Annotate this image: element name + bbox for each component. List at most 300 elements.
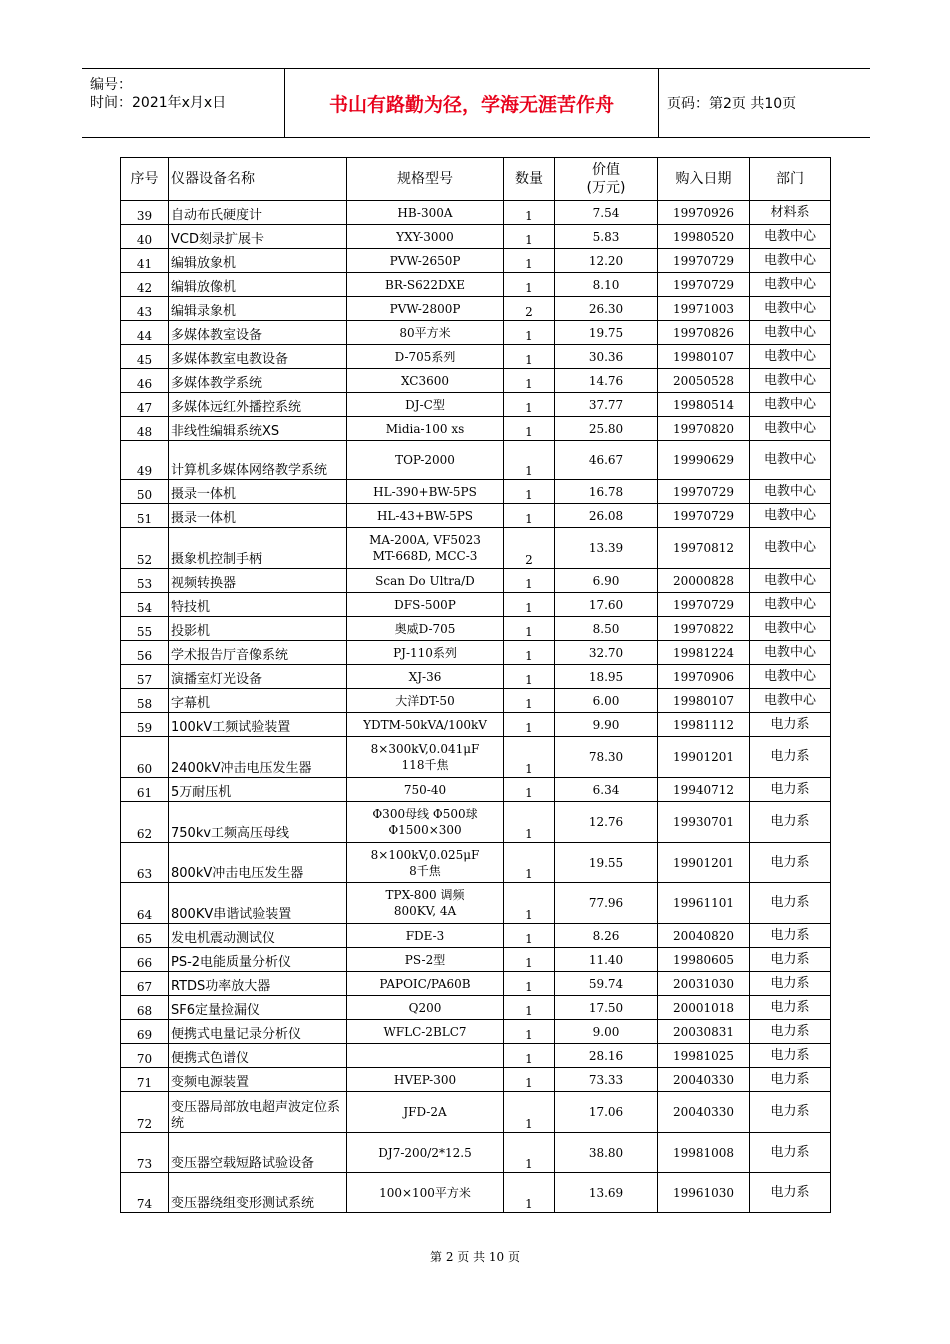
cell-price: 26.08 <box>555 504 658 528</box>
cell-price: 78.30 <box>555 737 658 778</box>
table-row <box>121 1092 831 1133</box>
cell-spec: 100×100平方米 <box>347 1173 504 1213</box>
cell-name: SF6定量捡漏仪 <box>169 996 347 1020</box>
cell-qty: 1 <box>504 249 555 273</box>
cell-seq: 70 <box>121 1044 169 1068</box>
cell-name: 特技机 <box>169 593 347 617</box>
cell-seq: 56 <box>121 641 169 665</box>
cell-name: 100kV工频试验装置 <box>169 713 347 737</box>
cell-dept: 电力系 <box>750 737 831 778</box>
cell-spec: Scan Do Ultra/D <box>347 569 504 593</box>
cell-date: 19961030 <box>658 1173 750 1213</box>
cell-price: 8.10 <box>555 273 658 297</box>
cell-price: 59.74 <box>555 972 658 996</box>
cell-qty: 1 <box>504 689 555 713</box>
cell-seq: 68 <box>121 996 169 1020</box>
cell-qty: 1 <box>504 778 555 802</box>
cell-qty: 1 <box>504 201 555 225</box>
cell-spec: XJ-36 <box>347 665 504 689</box>
cell-seq: 54 <box>121 593 169 617</box>
cell-name: 变频电源装置 <box>169 1068 347 1092</box>
cell-seq: 43 <box>121 297 169 321</box>
cell-seq: 66 <box>121 948 169 972</box>
cell-spec: PVW-2800P <box>347 297 504 321</box>
cell-dept: 电力系 <box>750 883 831 924</box>
cell-dept: 电力系 <box>750 1020 831 1044</box>
cell-date: 19901201 <box>658 737 750 778</box>
cell-dept: 电教中心 <box>750 393 831 417</box>
table-row <box>121 778 831 802</box>
table-row <box>121 249 831 273</box>
cell-qty: 2 <box>504 297 555 321</box>
table-row <box>121 441 831 480</box>
cell-date: 19981008 <box>658 1133 750 1173</box>
cell-dept: 电力系 <box>750 924 831 948</box>
col-header-date: 购入日期 <box>658 158 750 201</box>
table-row <box>121 1020 831 1044</box>
cell-spec: Midia-100 xs <box>347 417 504 441</box>
cell-dept: 电教中心 <box>750 369 831 393</box>
header-page-label: 页码：第2页 共10页 <box>667 96 797 112</box>
cell-dept: 电教中心 <box>750 665 831 689</box>
cell-date: 20050528 <box>658 369 750 393</box>
cell-seq: 63 <box>121 843 169 883</box>
cell-name: 计算机多媒体网络教学系统 <box>169 441 347 480</box>
table-row <box>121 948 831 972</box>
cell-seq: 59 <box>121 713 169 737</box>
cell-name: 2400kV冲击电压发生器 <box>169 737 347 778</box>
cell-date: 20040330 <box>658 1092 750 1133</box>
cell-seq: 53 <box>121 569 169 593</box>
table-row <box>121 201 831 225</box>
table-row <box>121 528 831 569</box>
cell-price: 19.75 <box>555 321 658 345</box>
table-row <box>121 1068 831 1092</box>
cell-date: 19970820 <box>658 417 750 441</box>
cell-date: 20001018 <box>658 996 750 1020</box>
cell-qty: 1 <box>504 504 555 528</box>
table-row <box>121 883 831 924</box>
cell-seq: 47 <box>121 393 169 417</box>
cell-date: 20030831 <box>658 1020 750 1044</box>
col-header-qty: 数量 <box>504 158 555 201</box>
cell-date: 19901201 <box>658 843 750 883</box>
cell-dept: 电力系 <box>750 1068 831 1092</box>
cell-name: 字幕机 <box>169 689 347 713</box>
cell-date: 19970826 <box>658 321 750 345</box>
cell-name: 5万耐压机 <box>169 778 347 802</box>
cell-qty: 1 <box>504 321 555 345</box>
col-header-dept: 部门 <box>750 158 831 201</box>
equipment-table <box>120 157 831 1213</box>
cell-spec: DJ-C型 <box>347 393 504 417</box>
cell-spec: DJ7-200/2*12.5 <box>347 1133 504 1173</box>
cell-spec: XC3600 <box>347 369 504 393</box>
cell-price: 6.00 <box>555 689 658 713</box>
cell-qty: 1 <box>504 345 555 369</box>
cell-dept: 电力系 <box>750 948 831 972</box>
cell-name: 摄录一体机 <box>169 504 347 528</box>
time-label: 时间：2021年x月x日 <box>90 95 227 111</box>
cell-seq: 52 <box>121 528 169 569</box>
cell-price: 46.67 <box>555 441 658 480</box>
cell-date: 19961101 <box>658 883 750 924</box>
cell-seq: 57 <box>121 665 169 689</box>
table-row <box>121 225 831 249</box>
cell-dept: 电力系 <box>750 802 831 843</box>
cell-qty: 1 <box>504 1020 555 1044</box>
cell-date: 19940712 <box>658 778 750 802</box>
cell-spec: PS-2型 <box>347 948 504 972</box>
cell-dept: 电力系 <box>750 1173 831 1213</box>
cell-dept: 电教中心 <box>750 480 831 504</box>
cell-date: 19930701 <box>658 802 750 843</box>
cell-date: 20040330 <box>658 1068 750 1092</box>
cell-date: 19990629 <box>658 441 750 480</box>
cell-spec: TOP-2000 <box>347 441 504 480</box>
table-row <box>121 369 831 393</box>
cell-dept: 电教中心 <box>750 593 831 617</box>
cell-seq: 50 <box>121 480 169 504</box>
cell-price: 5.83 <box>555 225 658 249</box>
cell-seq: 64 <box>121 883 169 924</box>
cell-spec: PJ-110系列 <box>347 641 504 665</box>
cell-dept: 电力系 <box>750 972 831 996</box>
cell-spec: HL-43+BW-5PS <box>347 504 504 528</box>
cell-name: 编辑放象机 <box>169 249 347 273</box>
cell-name: 多媒体教学系统 <box>169 369 347 393</box>
cell-dept: 电教中心 <box>750 273 831 297</box>
cell-date: 19970729 <box>658 249 750 273</box>
cell-qty: 1 <box>504 972 555 996</box>
cell-date: 20040820 <box>658 924 750 948</box>
cell-spec: Φ300母线 Φ500球 Φ1500×300 <box>347 802 504 843</box>
cell-name: 变压器空载短路试验设备 <box>169 1133 347 1173</box>
cell-qty: 1 <box>504 480 555 504</box>
cell-spec: FDE-3 <box>347 924 504 948</box>
cell-name: 非线性编辑系统XS <box>169 417 347 441</box>
cell-price: 8.50 <box>555 617 658 641</box>
table-row <box>121 480 831 504</box>
cell-seq: 73 <box>121 1133 169 1173</box>
cell-date: 19970906 <box>658 665 750 689</box>
cell-name: 视频转换器 <box>169 569 347 593</box>
cell-qty: 1 <box>504 924 555 948</box>
cell-price: 17.50 <box>555 996 658 1020</box>
cell-name: 投影机 <box>169 617 347 641</box>
cell-dept: 电力系 <box>750 843 831 883</box>
cell-date: 19970729 <box>658 480 750 504</box>
col-header-spec: 规格型号 <box>347 158 504 201</box>
cell-price: 13.69 <box>555 1173 658 1213</box>
cell-spec: DFS-500P <box>347 593 504 617</box>
cell-spec: BR-S622DXE <box>347 273 504 297</box>
cell-name: 编辑放像机 <box>169 273 347 297</box>
cell-seq: 60 <box>121 737 169 778</box>
cell-seq: 72 <box>121 1092 169 1133</box>
cell-dept: 电教中心 <box>750 504 831 528</box>
cell-price: 17.06 <box>555 1092 658 1133</box>
cell-qty: 1 <box>504 948 555 972</box>
table-row <box>121 665 831 689</box>
cell-dept: 电力系 <box>750 1092 831 1133</box>
table-row <box>121 569 831 593</box>
cell-spec: 750-40 <box>347 778 504 802</box>
cell-name: 自动布氏硬度计 <box>169 201 347 225</box>
table-row <box>121 1044 831 1068</box>
cell-seq: 74 <box>121 1173 169 1213</box>
table-header-row <box>121 158 831 201</box>
cell-seq: 45 <box>121 345 169 369</box>
cell-spec: HVEP-300 <box>347 1068 504 1092</box>
header-motto: 书山有路勤为径，学海无涯苦作舟 <box>285 69 659 137</box>
table-row <box>121 689 831 713</box>
cell-dept: 电教中心 <box>750 225 831 249</box>
cell-dept: 电力系 <box>750 1133 831 1173</box>
cell-date: 19981112 <box>658 713 750 737</box>
cell-date: 19970729 <box>658 504 750 528</box>
cell-dept: 电教中心 <box>750 689 831 713</box>
cell-name: 演播室灯光设备 <box>169 665 347 689</box>
page-header <box>82 68 870 138</box>
cell-name: 800kV冲击电压发生器 <box>169 843 347 883</box>
cell-dept: 电教中心 <box>750 441 831 480</box>
cell-date: 19980514 <box>658 393 750 417</box>
number-label: 编号： <box>90 77 132 93</box>
table-row <box>121 1173 831 1213</box>
cell-dept: 电教中心 <box>750 641 831 665</box>
cell-date: 19980520 <box>658 225 750 249</box>
cell-dept: 电力系 <box>750 1044 831 1068</box>
cell-name: 多媒体教室设备 <box>169 321 347 345</box>
cell-spec: HL-390+BW-5PS <box>347 480 504 504</box>
header-meta-cell <box>82 69 285 137</box>
cell-name: 发电机震动测试仪 <box>169 924 347 948</box>
cell-price: 12.20 <box>555 249 658 273</box>
cell-name: 变压器绕组变形测试系统 <box>169 1173 347 1213</box>
cell-price: 30.36 <box>555 345 658 369</box>
cell-price: 32.70 <box>555 641 658 665</box>
cell-spec: 80平方米 <box>347 321 504 345</box>
cell-spec: HB-300A <box>347 201 504 225</box>
cell-seq: 42 <box>121 273 169 297</box>
cell-price: 6.34 <box>555 778 658 802</box>
cell-spec: TPX-800 调频 800KV, 4A <box>347 883 504 924</box>
cell-qty: 1 <box>504 713 555 737</box>
col-header-seq: 序号 <box>121 158 169 201</box>
cell-seq: 65 <box>121 924 169 948</box>
cell-price: 16.78 <box>555 480 658 504</box>
cell-spec: 奥威D-705 <box>347 617 504 641</box>
cell-dept: 电教中心 <box>750 321 831 345</box>
cell-seq: 46 <box>121 369 169 393</box>
cell-price: 37.77 <box>555 393 658 417</box>
cell-price: 25.80 <box>555 417 658 441</box>
cell-spec: 8×100kV,0.025μF 8千焦 <box>347 843 504 883</box>
cell-qty: 1 <box>504 369 555 393</box>
cell-dept: 电教中心 <box>750 617 831 641</box>
cell-qty: 1 <box>504 1068 555 1092</box>
table-row <box>121 924 831 948</box>
cell-price: 12.76 <box>555 802 658 843</box>
cell-qty: 1 <box>504 802 555 843</box>
cell-date: 19970926 <box>658 201 750 225</box>
cell-spec: PAPOIC/PA60B <box>347 972 504 996</box>
cell-dept: 电教中心 <box>750 297 831 321</box>
cell-qty: 1 <box>504 1092 555 1133</box>
cell-price: 19.55 <box>555 843 658 883</box>
cell-seq: 61 <box>121 778 169 802</box>
table-row <box>121 1133 831 1173</box>
cell-seq: 48 <box>121 417 169 441</box>
cell-qty: 1 <box>504 996 555 1020</box>
cell-qty: 1 <box>504 665 555 689</box>
table-row <box>121 273 831 297</box>
cell-dept: 电教中心 <box>750 249 831 273</box>
cell-seq: 55 <box>121 617 169 641</box>
cell-name: VCD刻录扩展卡 <box>169 225 347 249</box>
cell-qty: 1 <box>504 883 555 924</box>
cell-price: 28.16 <box>555 1044 658 1068</box>
cell-qty: 1 <box>504 1044 555 1068</box>
cell-date: 19971003 <box>658 297 750 321</box>
cell-price: 18.95 <box>555 665 658 689</box>
cell-qty: 1 <box>504 569 555 593</box>
cell-date: 19980107 <box>658 689 750 713</box>
cell-name: 摄录一体机 <box>169 480 347 504</box>
table-row <box>121 297 831 321</box>
cell-seq: 62 <box>121 802 169 843</box>
table-row <box>121 417 831 441</box>
table-row <box>121 996 831 1020</box>
cell-seq: 51 <box>121 504 169 528</box>
cell-date: 19980107 <box>658 345 750 369</box>
cell-qty: 1 <box>504 737 555 778</box>
cell-price: 9.00 <box>555 1020 658 1044</box>
cell-qty: 1 <box>504 593 555 617</box>
cell-qty: 1 <box>504 641 555 665</box>
table-row <box>121 641 831 665</box>
cell-seq: 58 <box>121 689 169 713</box>
cell-dept: 电教中心 <box>750 345 831 369</box>
cell-spec: WFLC-2BLC7 <box>347 1020 504 1044</box>
cell-dept: 材料系 <box>750 201 831 225</box>
page-footer: 第 2 页 共 10 页 <box>430 1250 520 1264</box>
cell-qty: 1 <box>504 441 555 480</box>
cell-qty: 1 <box>504 843 555 883</box>
cell-name: PS-2电能质量分析仪 <box>169 948 347 972</box>
cell-seq: 49 <box>121 441 169 480</box>
cell-qty: 1 <box>504 225 555 249</box>
cell-seq: 44 <box>121 321 169 345</box>
cell-name: 便携式电量记录分析仪 <box>169 1020 347 1044</box>
table-row <box>121 713 831 737</box>
cell-date: 20031030 <box>658 972 750 996</box>
cell-seq: 71 <box>121 1068 169 1092</box>
cell-price: 14.76 <box>555 369 658 393</box>
table-row <box>121 972 831 996</box>
cell-date: 19970812 <box>658 528 750 569</box>
cell-price: 73.33 <box>555 1068 658 1092</box>
cell-seq: 40 <box>121 225 169 249</box>
cell-spec: PVW-2650P <box>347 249 504 273</box>
cell-dept: 电教中心 <box>750 528 831 569</box>
table-row <box>121 393 831 417</box>
cell-name: 多媒体教室电教设备 <box>169 345 347 369</box>
cell-spec: JFD-2A <box>347 1092 504 1133</box>
cell-name: 多媒体远红外播控系统 <box>169 393 347 417</box>
cell-qty: 1 <box>504 393 555 417</box>
cell-date: 19981025 <box>658 1044 750 1068</box>
cell-qty: 1 <box>504 1173 555 1213</box>
cell-seq: 67 <box>121 972 169 996</box>
cell-price: 9.90 <box>555 713 658 737</box>
cell-spec <box>347 1044 504 1068</box>
cell-dept: 电教中心 <box>750 569 831 593</box>
cell-qty: 1 <box>504 1133 555 1173</box>
cell-price: 8.26 <box>555 924 658 948</box>
cell-spec: YDTM-50kVA/100kV <box>347 713 504 737</box>
cell-dept: 电力系 <box>750 778 831 802</box>
cell-price: 13.39 <box>555 528 658 569</box>
cell-name: 800KV串谐试验装置 <box>169 883 347 924</box>
cell-date: 19970729 <box>658 593 750 617</box>
cell-name: 750kv工频高压母线 <box>169 802 347 843</box>
cell-qty: 2 <box>504 528 555 569</box>
cell-name: 摄象机控制手柄 <box>169 528 347 569</box>
cell-dept: 电力系 <box>750 996 831 1020</box>
cell-spec: Q200 <box>347 996 504 1020</box>
cell-price: 26.30 <box>555 297 658 321</box>
cell-price: 7.54 <box>555 201 658 225</box>
cell-price: 77.96 <box>555 883 658 924</box>
cell-price: 38.80 <box>555 1133 658 1173</box>
cell-spec: 大洋DT-50 <box>347 689 504 713</box>
table-body <box>121 201 831 1213</box>
cell-price: 17.60 <box>555 593 658 617</box>
table-row <box>121 593 831 617</box>
cell-date: 19970729 <box>658 273 750 297</box>
table-row <box>121 737 831 778</box>
cell-spec: 8×300kV,0.041μF 118千焦 <box>347 737 504 778</box>
cell-price: 6.90 <box>555 569 658 593</box>
cell-qty: 1 <box>504 273 555 297</box>
cell-dept: 电力系 <box>750 713 831 737</box>
cell-name: 学术报告厅音像系统 <box>169 641 347 665</box>
cell-date: 19981224 <box>658 641 750 665</box>
cell-seq: 41 <box>121 249 169 273</box>
cell-name: 便携式色谱仪 <box>169 1044 347 1068</box>
table-row <box>121 843 831 883</box>
cell-seq: 39 <box>121 201 169 225</box>
cell-spec: YXY-3000 <box>347 225 504 249</box>
cell-price: 11.40 <box>555 948 658 972</box>
cell-qty: 1 <box>504 417 555 441</box>
cell-name: 编辑录象机 <box>169 297 347 321</box>
table-row <box>121 802 831 843</box>
cell-date: 19970822 <box>658 617 750 641</box>
cell-spec: D-705系列 <box>347 345 504 369</box>
cell-seq: 69 <box>121 1020 169 1044</box>
cell-spec: MA-200A, VF5023 MT-668D, MCC-3 <box>347 528 504 569</box>
table-row <box>121 617 831 641</box>
cell-date: 20000828 <box>658 569 750 593</box>
cell-name: RTDS功率放大器 <box>169 972 347 996</box>
cell-date: 19980605 <box>658 948 750 972</box>
col-header-price: 价值 (万元) <box>555 158 658 201</box>
cell-qty: 1 <box>504 617 555 641</box>
cell-dept: 电教中心 <box>750 417 831 441</box>
